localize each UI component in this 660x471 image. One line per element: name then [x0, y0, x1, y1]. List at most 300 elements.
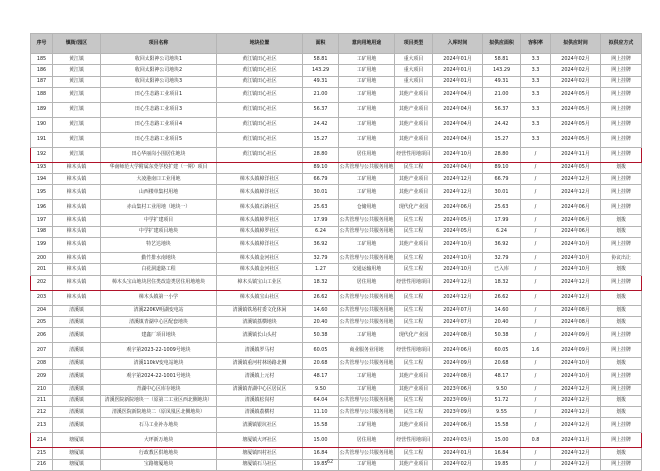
- table-cell: 樟木头镇樟洋社区: [217, 174, 303, 185]
- table-cell: 网上挂牌: [601, 343, 642, 358]
- table-cell: 2024年12月: [551, 448, 601, 459]
- table-cell: 清溪镇: [53, 418, 101, 433]
- table-cell: 收回太阳神公司地块1: [101, 54, 217, 65]
- table-cell: 赤山集村工业用地（地块一）: [101, 200, 217, 215]
- table-cell: 民生工程: [395, 407, 433, 418]
- table-cell: 2024年02月: [551, 65, 601, 76]
- table-cell: 田心生态路工业项目3: [101, 102, 217, 117]
- table-cell: /: [521, 174, 551, 185]
- table-cell: 网上挂牌: [601, 275, 642, 290]
- table-cell: 黄江镇: [53, 117, 101, 132]
- table-cell: 204: [31, 305, 53, 316]
- table-row: [31, 305, 642, 316]
- table-row: [31, 264, 642, 275]
- table-cell: 樟木头镇宝山工业区: [217, 275, 303, 290]
- table-cell: 2024年12月: [551, 407, 601, 418]
- table-cell: 工矿用地: [339, 87, 395, 102]
- table-cell: 清溪镇: [53, 305, 101, 316]
- table-cell: 划拨: [601, 358, 642, 369]
- table-cell: 大坪新万地块: [101, 433, 217, 448]
- table-cell: 213: [31, 418, 53, 433]
- table-cell: 清溪镇荔横地块: [217, 316, 303, 327]
- table-cell: 樟木头镇: [53, 185, 101, 200]
- table-cell: 其他产业项目: [395, 185, 433, 200]
- table-cell: 2024年12月: [433, 275, 483, 290]
- table-cell: 划拨: [601, 395, 642, 406]
- table-cell: 2024年12月: [551, 174, 601, 185]
- table-cell: 塘厦镇: [53, 448, 101, 459]
- table-cell: 30.01: [483, 185, 521, 200]
- table-cell: 网上挂牌: [601, 238, 642, 253]
- table-cell: 2024年12月: [551, 459, 601, 470]
- table-cell: 其他产业项目: [395, 117, 433, 132]
- table-cell: 其他产业项目: [395, 369, 433, 384]
- table-cell: 2024年10月: [433, 147, 483, 162]
- table-cell: 58.81: [483, 54, 521, 65]
- table-cell: /: [521, 459, 551, 470]
- column-header: 面积: [303, 34, 339, 54]
- table-cell: 207: [31, 343, 53, 358]
- table-cell: 公共管理与公共服务用地: [339, 448, 395, 459]
- table-cell: 清溪镇: [53, 343, 101, 358]
- table-cell: 14.60: [303, 305, 339, 316]
- table-cell: 樟木头镇石新社区: [217, 200, 303, 215]
- table-cell: 212: [31, 407, 53, 418]
- table-row: [31, 147, 642, 162]
- table-cell: 网上挂牌: [601, 433, 642, 448]
- table-cell: 2024年10月: [551, 358, 601, 369]
- table-cell: 黄江镇田心社区: [217, 132, 303, 147]
- table-row: [31, 65, 642, 76]
- table-cell: 197: [31, 215, 53, 226]
- table-cell: 186: [31, 65, 53, 76]
- table-cell: 2024年05月: [433, 226, 483, 237]
- table-cell: 划拨: [601, 290, 642, 305]
- table-cell: 64.04: [303, 395, 339, 406]
- table-cell: 其他产业项目: [395, 384, 433, 395]
- table-cell: 15.27: [303, 132, 339, 147]
- table-cell: 田心生态路工业项目4: [101, 117, 217, 132]
- table-cell: 2024年10月: [433, 253, 483, 264]
- table-cell: 行政教区供地地块: [101, 448, 217, 459]
- table-cell: 黄江镇田心社区: [217, 87, 303, 102]
- table-cell: 2024年06月: [433, 200, 483, 215]
- table-cell: 0.8: [521, 433, 551, 448]
- table-cell: 樟木头镇宝山社区: [217, 290, 303, 305]
- table-row: [31, 117, 642, 132]
- table-cell: 协议出让: [601, 253, 642, 264]
- table-cell: 其他产业项目: [395, 87, 433, 102]
- table-cell: 16.84: [483, 448, 521, 459]
- table-cell: 樟木头镇金河社区: [217, 264, 303, 275]
- table-cell: 工矿用地: [339, 132, 395, 147]
- table-cell: /: [521, 264, 551, 275]
- table-cell: 15.00: [303, 433, 339, 448]
- table-cell: 清溪220KV明湖变电站: [101, 305, 217, 316]
- table-row: [31, 407, 642, 418]
- table-cell: 网上挂牌: [601, 65, 642, 76]
- table-cell: 其他产业项目: [395, 102, 433, 117]
- table-cell: 2024年09月: [551, 343, 601, 358]
- table-cell: 其他产业项目: [395, 238, 433, 253]
- table-cell: 2024年05月: [551, 132, 601, 147]
- table-cell: 民生工程: [395, 358, 433, 369]
- table-cell: 工矿用地: [339, 65, 395, 76]
- table-cell: 黄江镇: [53, 87, 101, 102]
- table-cell: 樟木头镇: [53, 226, 101, 237]
- table-cell: 网上挂牌: [601, 87, 642, 102]
- table-cell: 199: [31, 238, 53, 253]
- table-cell: 清溪镇长山头村: [217, 328, 303, 343]
- table-cell: 49.31: [483, 76, 521, 87]
- table-cell: 清溪镇重河村林场路北侧: [217, 358, 303, 369]
- table-cell: 28.80: [303, 147, 339, 162]
- table-cell: /: [521, 358, 551, 369]
- table-cell: 2024年02月: [551, 54, 601, 65]
- table-cell: 田心华丽岗小围居住地块: [101, 147, 217, 162]
- column-header: 项目类型: [395, 34, 433, 54]
- table-cell: 工矿用地: [339, 369, 395, 384]
- table-cell: 清溪镇青湖中心区居民区: [217, 384, 303, 395]
- table-cell: 樟木头镇樟罗社区: [217, 215, 303, 226]
- table-cell: 樟木头宝山地块居住类改造类居住用地地块: [101, 275, 217, 290]
- table-cell: /: [521, 448, 551, 459]
- table-row: [31, 238, 642, 253]
- table-cell: 26.62: [303, 290, 339, 305]
- table-cell: 2024年01月: [433, 76, 483, 87]
- table-cell: 划拨: [601, 226, 642, 237]
- table-cell: 26.62: [483, 290, 521, 305]
- table-cell: 2024年12月: [433, 185, 483, 200]
- table-cell: 清溪镇: [53, 358, 101, 369]
- table-cell: 21.00: [303, 87, 339, 102]
- table-cell: 公共管理与公共服务用地: [339, 215, 395, 226]
- table-row: [31, 448, 642, 459]
- table-cell: 民生工程: [395, 290, 433, 305]
- table-cell: 樟木头镇: [53, 215, 101, 226]
- table-cell: 田心生态路工业项目5: [101, 132, 217, 147]
- table-cell: 15.27: [483, 132, 521, 147]
- table-cell: 田心生态路工业项目1: [101, 87, 217, 102]
- table-cell: 居住用地: [339, 147, 395, 162]
- table-cell: 清溪镇: [53, 369, 101, 384]
- table-cell: 樟木头镇樟罗社区: [217, 226, 303, 237]
- table-cell: 划拨: [601, 215, 642, 226]
- table-cell: 2024年09月: [433, 358, 483, 369]
- table-cell: 50.38: [303, 328, 339, 343]
- table-cell: 210: [31, 384, 53, 395]
- table-row: [31, 290, 642, 305]
- table-cell: 收回太阳神公司地块3: [101, 76, 217, 87]
- table-cell: 塘厦镇四村社区: [217, 448, 303, 459]
- table-cell: 黄江镇: [53, 76, 101, 87]
- table-cell: 重大项目: [395, 76, 433, 87]
- table-cell: 工矿用地: [339, 418, 395, 433]
- table-cell: 网上挂牌: [601, 459, 642, 470]
- table-cell: 2024年04月: [433, 132, 483, 147]
- table-row: [31, 76, 642, 87]
- table-cell: 3.3: [521, 132, 551, 147]
- table-cell: 24.42: [483, 117, 521, 132]
- table-cell: 清溪110kV变电站地块: [101, 358, 217, 369]
- table-cell: 2024年11月: [551, 147, 601, 162]
- table-row: [31, 275, 642, 290]
- table-cell: 21.00: [483, 87, 521, 102]
- table-cell: 17.99: [483, 215, 521, 226]
- table-cell: 198: [31, 226, 53, 237]
- table-cell: 14.60: [483, 305, 521, 316]
- table-cell: 36.92: [303, 238, 339, 253]
- table-cell: 樟木头镇: [53, 275, 101, 290]
- table-cell: 网上挂牌: [601, 174, 642, 185]
- table-cell: 28.80: [483, 147, 521, 162]
- table-cell: 网上挂牌: [601, 418, 642, 433]
- table-cell: 已入库: [483, 264, 521, 275]
- table-cell: 网上挂牌: [601, 54, 642, 65]
- table-cell: 2024年07月: [433, 316, 483, 327]
- table-cell: 66.79: [303, 174, 339, 185]
- table-row: [31, 200, 642, 215]
- column-header: 容积率: [521, 34, 551, 54]
- table-cell: 居住用地: [339, 275, 395, 290]
- table-cell: 3.3: [521, 102, 551, 117]
- table-cell: 209: [31, 369, 53, 384]
- table-cell: 划拨: [601, 316, 642, 327]
- table-cell: 2024年12月: [551, 290, 601, 305]
- table-cell: 189: [31, 102, 53, 117]
- table-cell: 樟木头镇金河社区: [217, 253, 303, 264]
- table-cell: /: [521, 238, 551, 253]
- table-cell: 樟木头镇: [53, 174, 101, 185]
- table-cell: 公共管理与公共服务用地: [339, 253, 395, 264]
- table-cell: 185: [31, 54, 53, 65]
- table-cell: 17.99: [303, 215, 339, 226]
- land-supply-table: [30, 33, 642, 471]
- table-cell: 黄江镇田心社区: [217, 54, 303, 65]
- table-cell: 2024年06月: [551, 200, 601, 215]
- table-cell: 2024年04月: [433, 117, 483, 132]
- table-cell: /: [521, 328, 551, 343]
- table-cell: 交通运输用地: [339, 264, 395, 275]
- table-cell: 重大项目: [395, 54, 433, 65]
- table-cell: 山西楼单集村用地: [101, 185, 217, 200]
- table-cell: 48.17: [483, 369, 521, 384]
- table-cell: 9.50: [303, 384, 339, 395]
- table-cell: 民生工程: [395, 395, 433, 406]
- table-cell: 2024年04月: [433, 162, 483, 173]
- table-cell: /: [521, 147, 551, 162]
- table-cell: 50.38: [483, 328, 521, 343]
- table-cell: /: [521, 369, 551, 384]
- table-cell: 黄江镇田心社区: [217, 147, 303, 162]
- table-cell: 3.3: [521, 87, 551, 102]
- table-cell: 56.37: [483, 102, 521, 117]
- table-cell: 经营性用地项目: [395, 433, 433, 448]
- table-header-row: [31, 34, 642, 54]
- column-header: 拟供应方式: [601, 34, 642, 54]
- table-cell: 工矿用地: [339, 328, 395, 343]
- table-cell: 2024年01月: [433, 54, 483, 65]
- table-cell: 15.58: [483, 418, 521, 433]
- table-cell: /: [521, 418, 551, 433]
- table-cell: 观宇第2024-22-1001号地块: [101, 369, 217, 384]
- table-cell: 清溪镇银坑社区: [217, 418, 303, 433]
- table-cell: 公共管理与公共服务用地: [339, 358, 395, 369]
- table-cell: /: [521, 290, 551, 305]
- column-header: 拟供应时间: [551, 34, 601, 54]
- table-cell: 公共管理与公共服务用地: [339, 316, 395, 327]
- table-cell: 2024年10月: [551, 253, 601, 264]
- table-row: [31, 384, 642, 395]
- table-cell: /: [521, 200, 551, 215]
- table-cell: 25.63: [303, 200, 339, 215]
- table-cell: 塘厦镇: [53, 433, 101, 448]
- table-row: [31, 185, 642, 200]
- table-cell: 民生工程: [395, 253, 433, 264]
- table-cell: 划拨: [601, 162, 642, 173]
- table-row: [31, 433, 642, 448]
- table-cell: 勤竹排水南地块: [101, 253, 217, 264]
- table-row: [31, 174, 642, 185]
- table-cell: 网上挂牌: [601, 102, 642, 117]
- table-cell: /: [521, 185, 551, 200]
- table-cell: 2024年12月: [433, 290, 483, 305]
- table-cell: 89.10: [303, 162, 339, 173]
- table-cell: 205: [31, 316, 53, 327]
- land-supply-table-sheet: [30, 33, 641, 471]
- table-cell: 其他产业项目: [395, 132, 433, 147]
- table-cell: 36.92: [483, 238, 521, 253]
- table-cell: 观宇第2023-22-1009号地块: [101, 343, 217, 358]
- table-cell: 2024年03月: [433, 433, 483, 448]
- table-cell: 划拨: [601, 407, 642, 418]
- table-cell: 216: [31, 459, 53, 470]
- table-row: [31, 132, 642, 147]
- table-cell: 黄江镇: [53, 147, 101, 162]
- table-cell: 清溪镇荔横村: [217, 407, 303, 418]
- table-row: [31, 215, 642, 226]
- table-cell: 工矿用地: [339, 185, 395, 200]
- column-header: 拟供应面积: [483, 34, 521, 54]
- table-cell: 48.17: [303, 369, 339, 384]
- table-cell: 188: [31, 87, 53, 102]
- table-cell: 划拨: [601, 264, 642, 275]
- table-cell: 樟木头镇: [53, 264, 101, 275]
- table-cell: 2024年08月: [433, 328, 483, 343]
- table-cell: 划拨: [601, 448, 642, 459]
- table-row: [31, 343, 642, 358]
- table-cell: 2023年09月: [433, 407, 483, 418]
- table-cell: 2024年05月: [551, 102, 601, 117]
- table-cell: 黄江镇: [53, 102, 101, 117]
- table-cell: 214: [31, 433, 53, 448]
- table-cell: 20.40: [303, 316, 339, 327]
- column-header: 序号: [31, 34, 53, 54]
- table-cell: 56.37: [303, 102, 339, 117]
- table-cell: 清溪镇罗马村: [217, 343, 303, 358]
- table-cell: 清溪医院新院地块一（原第二工业区西北侧地块）: [101, 395, 217, 406]
- table-cell: 工矿用地: [339, 54, 395, 65]
- table-cell: 塘厦镇大坪社区: [217, 433, 303, 448]
- table-cell: 3.3: [521, 76, 551, 87]
- table-cell: 清溪镇松岗村: [217, 395, 303, 406]
- table-cell: 3.3: [521, 54, 551, 65]
- table-cell: 清溪镇青湖中心区配套地块: [101, 316, 217, 327]
- table-cell: /: [521, 305, 551, 316]
- table-cell: 2024年09月: [551, 328, 601, 343]
- table-cell: /: [521, 253, 551, 264]
- table-row: [31, 87, 642, 102]
- table-cell: 网上挂牌: [601, 384, 642, 395]
- table-cell: 30.01: [303, 185, 339, 200]
- table-cell: 16.84: [303, 448, 339, 459]
- table-cell: 196: [31, 200, 53, 215]
- table-cell: 2024年07月: [433, 305, 483, 316]
- table-row: [31, 328, 642, 343]
- table-cell: 2024年12月: [551, 418, 601, 433]
- column-header: 镇街/园区: [53, 34, 101, 54]
- table-cell: 2024年10月: [551, 264, 601, 275]
- table-cell: 2024年10月: [433, 238, 483, 253]
- table-cell: 25.63: [483, 200, 521, 215]
- table-cell: /: [521, 226, 551, 237]
- table-cell: 2024年10月: [551, 238, 601, 253]
- table-cell: 143.29: [303, 65, 339, 76]
- table-cell: 32.79: [483, 253, 521, 264]
- table-cell: 211: [31, 395, 53, 406]
- table-cell: 经营性用地项目: [395, 275, 433, 290]
- table-cell: 208: [31, 358, 53, 369]
- table-cell: 重大项目: [395, 65, 433, 76]
- table-cell: 清溪镇: [53, 384, 101, 395]
- table-row: [31, 418, 642, 433]
- table-cell: 工矿用地: [339, 174, 395, 185]
- table-cell: 公共管理与公共服务用地: [339, 407, 395, 418]
- table-cell: /: [521, 384, 551, 395]
- column-header: 入库时间: [433, 34, 483, 54]
- table-cell: 现代化产业园: [395, 328, 433, 343]
- table-cell: 15.58: [303, 418, 339, 433]
- table-cell: 49.31: [303, 76, 339, 87]
- table-cell: 清溪镇上元村: [217, 369, 303, 384]
- table-cell: 宝路塘厦地块: [101, 459, 217, 470]
- table-cell: 工矿用地: [339, 117, 395, 132]
- table-cell: 石马工业补办地块: [101, 418, 217, 433]
- table-row: [31, 358, 642, 369]
- table-cell: 192: [31, 147, 53, 162]
- table-cell: 2024年12月: [551, 185, 601, 200]
- table-cell: 黄江镇: [53, 65, 101, 76]
- table-cell: 网上挂牌: [601, 132, 642, 147]
- table-cell: 黄江镇: [53, 54, 101, 65]
- table-cell: 工矿用地: [339, 102, 395, 117]
- table-cell: 19.85: [483, 459, 521, 470]
- table-cell: 黄江镇田心社区: [217, 102, 303, 117]
- table-row: [31, 253, 642, 264]
- table-cell: 2024年12月: [551, 395, 601, 406]
- table-cell: 民生工程: [395, 448, 433, 459]
- table-cell: 网上挂牌: [601, 76, 642, 87]
- table-cell: 网上挂牌: [601, 369, 642, 384]
- table-cell: 200: [31, 253, 53, 264]
- table-cell: 清溪镇: [53, 328, 101, 343]
- table-cell: 32.79: [303, 253, 339, 264]
- table-cell: 2024年06月: [551, 226, 601, 237]
- table-cell: 2024年11月: [551, 433, 601, 448]
- table-cell: 20.68: [303, 358, 339, 369]
- table-cell: 黄江镇田心社区: [217, 76, 303, 87]
- table-cell: 2024年01月: [433, 65, 483, 76]
